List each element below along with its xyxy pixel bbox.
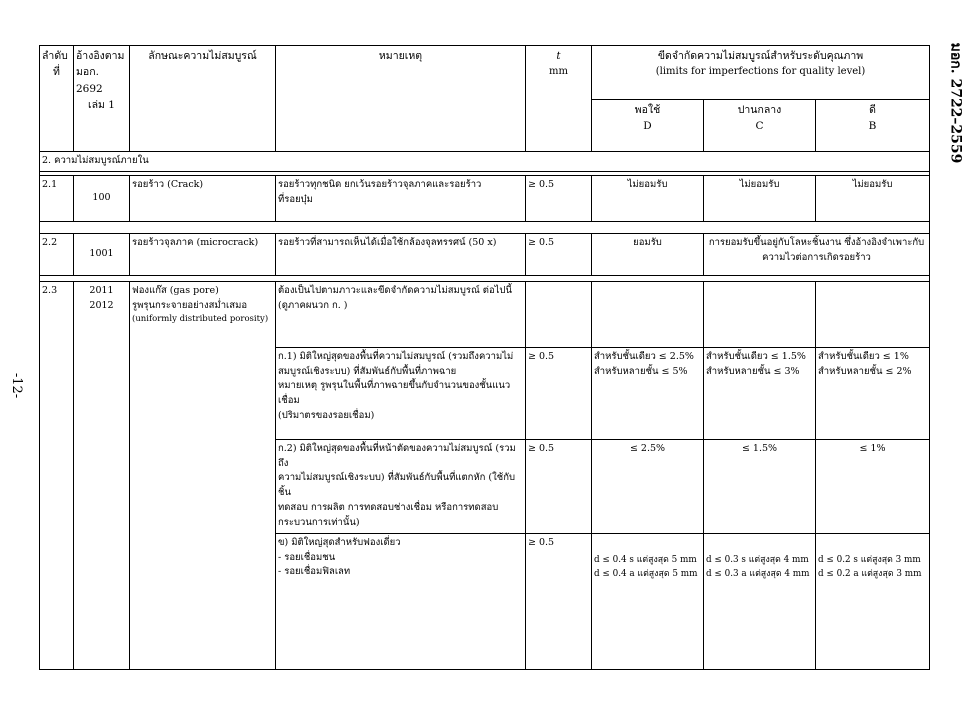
header-t-symbol: t xyxy=(556,50,561,62)
limit-c-cell xyxy=(704,534,816,670)
seq-cell: 2.2 xyxy=(40,234,74,276)
header-level-d xyxy=(592,100,704,152)
header-level-c xyxy=(704,100,816,152)
level-b-code: B xyxy=(868,120,877,133)
remark-cell xyxy=(276,282,526,348)
type-cell xyxy=(130,282,276,670)
header-t xyxy=(526,46,592,152)
type-cell: รอยร้าวจุลภาค (microcrack) xyxy=(130,234,276,276)
ref-cell: 1001 xyxy=(74,234,130,276)
limit-line: สำหรับหลายชั้น ≤ 3% xyxy=(706,365,800,377)
limit-line: d ≤ 0.2 s แต่สูงสุด 3 mm xyxy=(818,555,921,565)
ref-cell: 100 xyxy=(74,176,130,222)
limit-line: สำหรับหลายชั้น ≤ 5% xyxy=(594,365,688,377)
header-remark: หมายเหตุ xyxy=(276,46,526,152)
row-spacer xyxy=(40,222,930,234)
remark-line: (ปริมาตรของรอยเชื่อม) xyxy=(278,409,375,421)
limit-cb-line: ความไวต่อการเกิดรอยร้าว xyxy=(762,251,871,263)
level-d-label: พอใช้ xyxy=(634,104,661,116)
remark-line: (ดูภาคผนวก ก. ) xyxy=(278,299,348,311)
limit-line: สำหรับชั้นเดียว ≤ 1% xyxy=(818,351,909,362)
header-limits xyxy=(592,46,930,100)
limit-d-cell: ≤ 2.5% xyxy=(592,440,704,534)
limit-line: สำหรับชั้นเดียว ≤ 2.5% xyxy=(594,351,694,362)
t-cell: ≥ 0.5 xyxy=(526,440,592,534)
remark-line: ต้องเป็นไปตามภาวะและขีดจำกัดความไม่สมบูรณ์ ต่อไปนี้ xyxy=(278,285,512,296)
remark-line: ความไม่สมบูรณ์เชิงระบบ) ที่สัมพันธ์กับพื้นที่แตกหัก (ใช้กับชิ้น xyxy=(278,472,515,499)
remark-line: หมายเหตุ รูพรุนในพื้นที่ภาพฉายขึ้นกับจำนวนของชั้นแนวเชื่อม xyxy=(278,380,511,407)
limit-c-cell xyxy=(704,348,816,440)
type-line: (uniformly distributed porosity) xyxy=(132,314,269,325)
remark-cell xyxy=(276,440,526,534)
type-line: ฟองแก๊ส (gas pore) xyxy=(132,285,219,296)
limit-line: d ≤ 0.4 s แต่สูงสุด 5 mm xyxy=(594,555,697,565)
header-seq xyxy=(40,46,74,152)
remark-line: ก.1) มิติใหญ่สุดของพื้นที่ความไม่สมบูรณ์ (รวมถึงความไม่ xyxy=(278,351,514,362)
header-t-unit: mm xyxy=(549,66,568,78)
spacer-cell xyxy=(40,222,930,234)
remark-cell xyxy=(276,534,526,670)
page-number: -12- xyxy=(9,372,25,399)
limit-d-cell xyxy=(592,348,704,440)
limit-c-cell: ไม่ยอมรับ xyxy=(704,176,816,222)
header-ref-line: มอก. 2692 xyxy=(76,66,103,95)
limit-line: สำหรับชั้นเดียว ≤ 1.5% xyxy=(706,351,806,362)
section-title: 2. ความไม่สมบูรณ์ภายใน xyxy=(40,152,930,172)
table-row xyxy=(40,282,930,348)
remark-line: ที่รอยบุ๋ม xyxy=(278,193,313,205)
limit-d-cell xyxy=(592,282,704,348)
remark-cell: รอยร้าวที่สามารถเห็นได้เมื่อใช้กล้องจุลทรรศน์ (50 x) xyxy=(276,234,526,276)
remark-cell xyxy=(276,176,526,222)
remark-line: ข) มิติใหญ่สุดสำหรับฟองเดี่ยว xyxy=(278,537,401,548)
standard-id: มอก. 2722–2559 xyxy=(947,42,964,164)
level-d-code: D xyxy=(643,120,652,133)
limit-line: d ≤ 0.3 a แต่สูงสุด 4 mm xyxy=(706,568,810,579)
t-cell: ≥ 0.5 xyxy=(526,234,592,276)
t-cell: ≥ 0.5 xyxy=(526,534,592,670)
limit-cb-cell xyxy=(704,234,930,276)
type-cell: รอยร้าว (Crack) xyxy=(130,176,276,222)
level-c-label: ปานกลาง xyxy=(737,104,782,116)
limit-b-cell: ไม่ยอมรับ xyxy=(816,176,930,222)
limit-d-cell: ยอมรับ xyxy=(592,234,704,276)
section-row xyxy=(40,152,930,172)
remark-line: รอยร้าวทุกชนิด ยกเว้นรอยร้าวจุลภาคและรอยร้าว xyxy=(278,179,482,190)
remark-line: สมบูรณ์เชิงระบบ) ที่สัมพันธ์กับพื้นที่ภาพฉาย xyxy=(278,365,457,377)
seq-cell: 2.1 xyxy=(40,176,74,222)
header-level-b xyxy=(816,100,930,152)
header-ref-line: เล่ม 1 xyxy=(88,98,115,111)
t-cell: ≥ 0.5 xyxy=(526,176,592,222)
limit-d-cell xyxy=(592,534,704,670)
remark-line: - รอยเชื่อมฟิลเลท xyxy=(278,566,351,578)
remark-cell xyxy=(276,348,526,440)
type-line: รูพรุนกระจายอย่างสม่ำเสมอ xyxy=(132,299,248,311)
limit-line: d ≤ 0.4 a แต่สูงสุด 5 mm xyxy=(594,568,698,579)
level-c-code: C xyxy=(755,120,764,133)
limit-line: d ≤ 0.3 s แต่สูงสุด 4 mm xyxy=(706,555,809,565)
table-row xyxy=(40,176,930,222)
table-row xyxy=(40,234,930,276)
header-ref-line: อ้างอิงตาม xyxy=(76,50,125,62)
t-cell: ≥ 0.5 xyxy=(526,348,592,440)
remark-line: - รอยเชื่อมชน xyxy=(278,551,336,563)
limit-b-cell xyxy=(816,282,930,348)
ref-line: 2012 xyxy=(89,299,114,311)
level-b-label: ดี xyxy=(869,104,876,116)
remark-line: กระบวนการเท่านั้น) xyxy=(278,516,360,528)
header-ref xyxy=(74,46,130,152)
ref-line: 2011 xyxy=(89,285,114,296)
remark-line: ก.2) มิติใหญ่สุดของพื้นที่หน้าตัดของความไม่สมบูรณ์ (รวมถึง xyxy=(278,443,516,469)
header-seq-line: ลำดับ xyxy=(42,50,68,62)
imperfection-table xyxy=(39,45,930,670)
header-limits-subtitle: (limits for imperfections for quality level) xyxy=(655,66,866,78)
limit-c-cell xyxy=(704,282,816,348)
header-seq-line: ที่ xyxy=(53,66,60,79)
limit-line: d ≤ 0.2 a แต่สูงสุด 3 mm xyxy=(818,568,922,579)
t-cell xyxy=(526,282,592,348)
limit-cb-line: การยอมรับขึ้นอยู่กับโลหะชิ้นงาน ซึ่งอ้างอิงจำเพาะกับ xyxy=(708,237,925,248)
limit-d-cell: ไม่ยอมรับ xyxy=(592,176,704,222)
header-row-1 xyxy=(40,46,930,100)
limit-line: สำหรับหลายชั้น ≤ 2% xyxy=(818,365,912,377)
limit-b-cell xyxy=(816,348,930,440)
header-type: ลักษณะความไม่สมบูรณ์ xyxy=(130,46,276,152)
header-limits-title: ขีดจำกัดความไม่สมบูรณ์สำหรับระดับคุณภาพ xyxy=(657,50,864,62)
seq-cell: 2.3 xyxy=(40,282,74,670)
ref-cell xyxy=(74,282,130,670)
limit-b-cell: ≤ 1% xyxy=(816,440,930,534)
remark-line: ทดสอบ การผลิต การทดสอบช่างเชื่อม หรือการทดสอบ xyxy=(278,501,499,513)
limit-c-cell: ≤ 1.5% xyxy=(704,440,816,534)
limit-b-cell xyxy=(816,534,930,670)
